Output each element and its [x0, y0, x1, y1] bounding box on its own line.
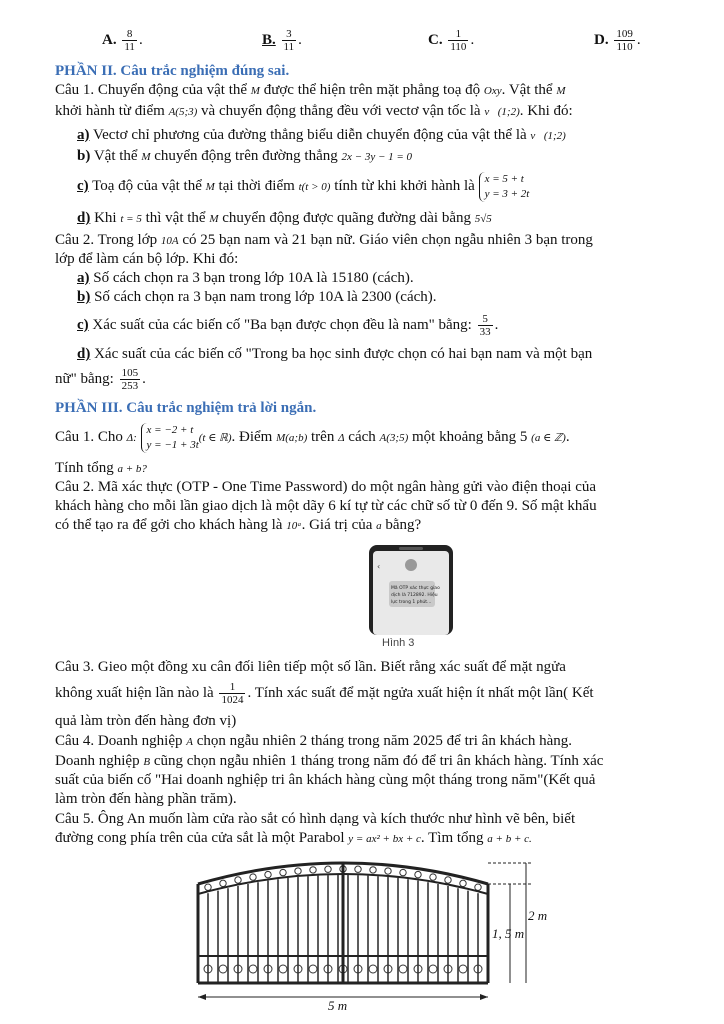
message-text-3: lực trong 1 phút...	[391, 600, 432, 605]
gate-ring	[385, 868, 391, 874]
gate-bottom-ring	[369, 965, 377, 973]
p2-q2-line1: Câu 2. Trong lớp 10A có 25 bạn nam và 21 bạn nữ. Giáo viên chọn ngẫu nhiên 3 bạn trong	[55, 232, 593, 248]
p3-q3-line3: quả làm tròn đến hàng đơn vị)	[55, 713, 237, 729]
message-text-1: Mã OTP xác thực giao	[391, 586, 440, 591]
fraction: $\frac{1}{110}$	[450, 28, 467, 53]
gate-ring	[310, 867, 316, 873]
p3-q4-line1: Câu 4. Doanh nghiệp A chọn ngẫu nhiên 2 tháng trong năm 2025 để tri ân khách hàng.	[55, 733, 573, 749]
fraction: $\frac{105}{253}$	[121, 367, 139, 393]
gate-ring	[460, 880, 466, 886]
gate-ring	[205, 884, 211, 890]
p3-q4-line3: suất của biến cố "Hai doanh nghiệp tri ân khách hàng cùng một tháng trong năm"(Kết quả	[55, 772, 596, 788]
p3-q4-line2: Doanh nghiệp B cũng chọn ngẫu nhiên 1 tháng trong năm đó để tri ân khách hàng. Tính xác	[55, 753, 604, 769]
message-text-2: dịch là 712892. Hiệu	[391, 593, 438, 598]
gate-ring	[355, 866, 361, 872]
gate-figure	[188, 848, 558, 1014]
p2-q2-d: d) Xác suất của các biến cố "Trong ba học sinh được chọn có hai bạn nam và một bạn	[77, 346, 593, 362]
dim-label-5m: 5 m	[328, 998, 348, 1013]
dim-label-1-5m: 1, 5 m	[492, 926, 525, 941]
gate-bottom-ring	[249, 965, 257, 973]
gate-ring	[325, 866, 331, 872]
gate-bottom-ring	[429, 965, 437, 973]
phone-figure	[367, 545, 455, 635]
back-icon: ‹	[377, 562, 381, 571]
p2-q1-d: d) Khi t = 5 thì vật thể M chuyển động được quãng đường dài bằng 5√5	[77, 210, 492, 226]
gate-ring	[415, 871, 421, 877]
gate-ring	[400, 869, 406, 875]
p3-q1-line1: Câu 1. Cho Δ: x = −2 + t y = −1 + 3t (t ∈ ℝ). Điểm M(a;b) trên Δ cách A(3;5) một khoảng bằng 5 (a ∈ ℤ).	[55, 423, 570, 451]
equation-system: x = −2 + t y = −1 + 3t	[141, 423, 199, 453]
p3-q3-line2: không xuất hiện lần nào là $\frac{1}{1024}$ . Tính xác suất để mặt ngửa xuất hiện ít nhất một lần( Kết	[55, 681, 594, 707]
p3-q2-line2: khách hàng cho mỗi lần giao dịch là một dãy 6 kí tự từ các chữ số từ 0 đến 9. Số mật khẩu	[55, 498, 597, 514]
gate-ring	[220, 880, 226, 886]
gate-ring	[295, 868, 301, 874]
p2-q1-line1: Câu 1. Chuyển động của vật thể M được thể hiện trên mặt phẳng toạ độ Oxy. Vật thể M	[55, 82, 566, 98]
p2-q1-line2: khởi hành từ điểm A(5;3) và chuyển động thẳng đều với vectơ vận tốc là v⃗(1;2). Khi đó:	[55, 103, 573, 119]
gate-bottom-ring	[459, 965, 467, 973]
p3-q4-line4: làm tròn đến hàng phần trăm).	[55, 791, 237, 807]
p3-q3-line1: Câu 3. Gieo một đồng xu cân đối liên tiếp một số lần. Biết rằng xác suất để mặt ngửa	[55, 659, 566, 675]
gate-ring	[280, 869, 286, 875]
option-d: D. $\frac{109}{110}$ .	[594, 28, 641, 53]
dim-arrow-right	[480, 994, 488, 1000]
p2-q2-d-cont: nữ" bằng: $\frac{105}{253}$ .	[55, 367, 146, 393]
p3-q2-line3: có thể tạo ra để gởi cho khách hàng là 10ᵃ. Giá trị của a bằng?	[55, 517, 422, 533]
gate-bottom-ring	[279, 965, 287, 973]
figure-caption: Hình 3	[382, 637, 415, 649]
fraction: $\frac{109}{110}$	[616, 28, 633, 53]
p2-q2-line2: lớp để làm cán bộ lớp. Khi đó:	[55, 251, 239, 267]
dim-arrow-left	[198, 994, 206, 1000]
gate-ring	[235, 877, 241, 883]
gate-ring	[265, 871, 271, 877]
fraction: $\frac{3}{11}$	[283, 28, 295, 53]
p2-q1-a: a) Vectơ chỉ phương của đường thẳng biểu diễn chuyển động của vật thể là v⃗(1;2)	[77, 127, 566, 143]
p2-q2-b: b) Số cách chọn ra 3 bạn nam trong lớp 10A là 2300 (cách).	[77, 289, 437, 305]
p2-q2-a: a) Số cách chọn ra 3 bạn trong lớp 10A là 15180 (cách).	[77, 270, 414, 286]
option-b: B. $\frac{3}{11}$ .	[262, 28, 302, 53]
p3-q5-line2: đường cong phía trên của cửa sắt là một Parabol y = ax² + bx + c. Tìm tổng a + b + c.	[55, 830, 532, 846]
option-a: A. $\frac{8}{11}$ .	[102, 28, 143, 53]
equation-system: x = 5 + t y = 3 + 2t	[479, 172, 530, 202]
p3-q5-line1: Câu 5. Ông An muốn làm cửa rào sắt có hình dạng và kích thước như hình vẽ bên, biết	[55, 811, 576, 827]
part2-heading: PHẦN II. Câu trắc nghiệm đúng sai.	[55, 63, 290, 79]
fraction: $\frac{5}{33}$	[479, 313, 491, 339]
gate-ring	[430, 874, 436, 880]
fraction: $\frac{1}{1024}$	[221, 681, 244, 707]
gate-bottom-ring	[309, 965, 317, 973]
p2-q1-c: c) Toạ độ của vật thể M tại thời điểm t(t > 0) tính từ khi khởi hành là x = 5 + t y = 3 + 2t	[77, 172, 530, 200]
p2-q1-b: b) Vật thể M chuyển động trên đường thẳng 2x − 3y − 1 = 0	[77, 148, 413, 164]
gate-ring	[475, 884, 481, 890]
p3-q1-line2: Tính tổng a + b?	[55, 460, 147, 476]
option-c: C. $\frac{1}{110}$ .	[428, 28, 475, 53]
p2-q2-c: c) Xác suất của các biến cố "Ba bạn được chọn đều là nam" bằng: $\frac{5}{33}$ .	[77, 313, 499, 339]
gate-bottom-ring	[399, 965, 407, 973]
gate-ring	[370, 867, 376, 873]
part3-heading: PHẦN III. Câu trắc nghiệm trả lời ngắn.	[55, 400, 317, 416]
gate-bottom-ring	[219, 965, 227, 973]
dim-label-2m: 2 m	[528, 908, 548, 923]
phone-speaker	[399, 547, 423, 550]
gate-ring	[250, 874, 256, 880]
gate-ring	[445, 877, 451, 883]
p3-q2-line1: Câu 2. Mã xác thực (OTP - One Time Password) do một ngân hàng gửi vào điện thoại của	[55, 479, 597, 495]
fraction: $\frac{8}{11}$	[124, 28, 135, 53]
contact-avatar-icon	[405, 559, 417, 571]
